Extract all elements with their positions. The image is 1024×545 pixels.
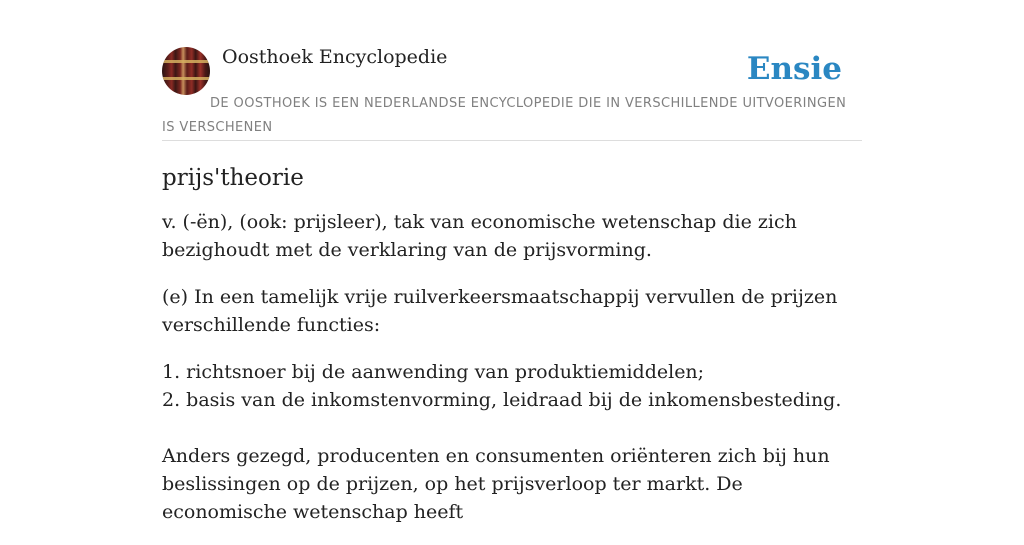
article xyxy=(162,162,862,545)
site-header xyxy=(162,46,862,141)
avatar-band xyxy=(162,77,210,80)
site-title[interactable]: Oosthoek Encyclopedie xyxy=(222,46,448,68)
list-item: 2. basis van de inkomstenvorming, leidraad bij de inkomensbesteding. xyxy=(162,389,842,411)
article-definition: v. (-ën), (ook: prijsleer), tak van economische wetenschap die zich bezighoudt met de verklaring van de prijsvorming. xyxy=(162,211,797,261)
article-intro: (e) In een tamelijk vrije ruilverkeersmaatschappij vervullen de prijzen verschillende functies: xyxy=(162,286,838,336)
list-item: 1. richtsnoer bij de aanwending van produktiemiddelen; xyxy=(162,361,705,383)
article-title: prijs'theorie xyxy=(162,165,304,191)
ensie-logo[interactable]: Ensie xyxy=(746,51,842,87)
article-continuation: Anders gezegd, producenten en consumenten oriënteren zich bij hun beslissingen op de prijzen, op het prijsverloop ter markt. De economische wetenschap heeft xyxy=(162,445,830,523)
encyclopedia-avatar[interactable] xyxy=(162,47,210,95)
site-tagline: DE OOSTHOEK IS EEN NEDERLANDSE ENCYCLOPEDIE DIE IN VERSCHILLENDE UITVOERINGEN IS VERSCHENEN xyxy=(162,96,847,135)
avatar-band xyxy=(162,60,210,63)
